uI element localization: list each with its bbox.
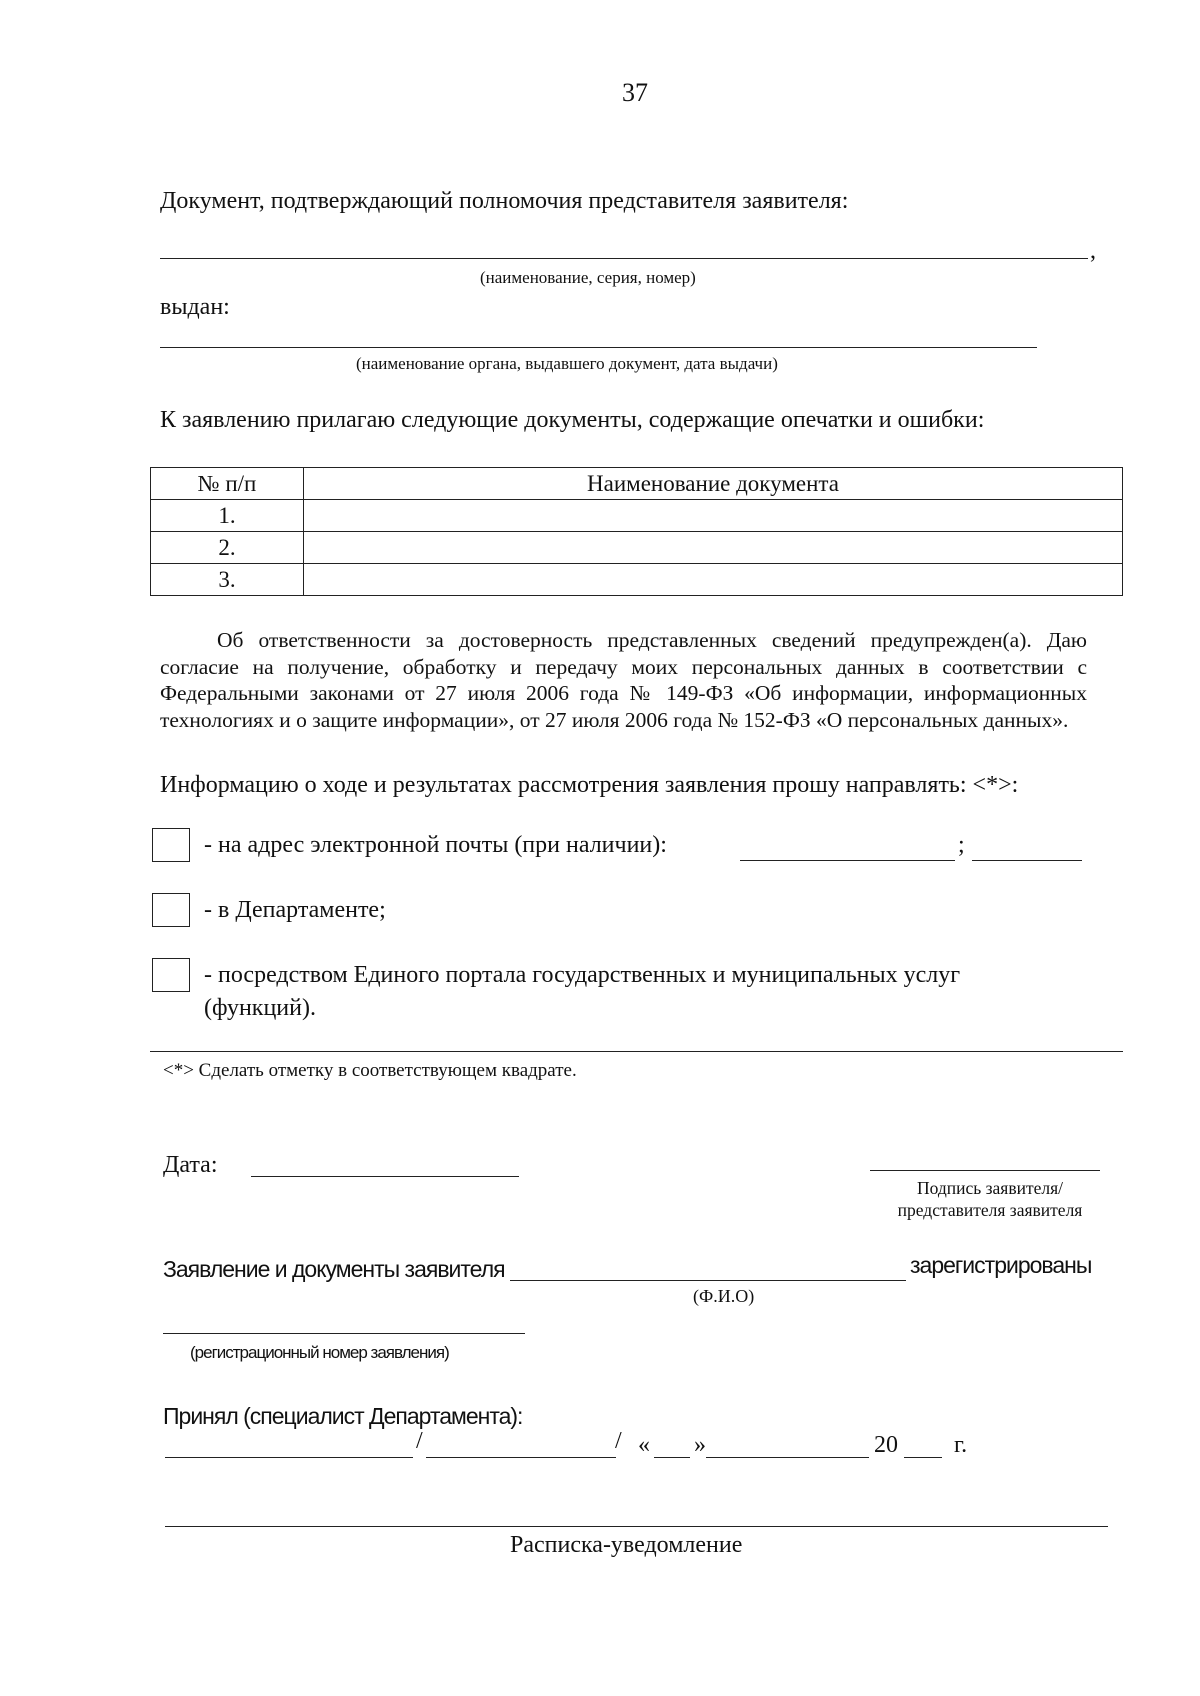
accepted-label: Принял (специалист Департамента): (163, 1403, 523, 1429)
table-header-row (151, 468, 1123, 500)
consent-paragraph: Об ответственности за достоверность представленных сведений предупрежден(а). Даю согласие на получение, обработку и передачу моих персональных данных в соответствии с Федеральными законами от 27 июля 2006 года № 149-ФЗ «Об информации, информационных технологиях и о защите информации», от 27 июля 2006 года № 152-ФЗ «О персональных данных». (160, 628, 1087, 732)
signature-line[interactable] (870, 1170, 1100, 1171)
date-input-line[interactable] (251, 1176, 519, 1177)
portal-checkbox[interactable] (152, 958, 190, 992)
table-row (151, 532, 1123, 564)
delivery-instruction: Информацию о ходе и результатах рассмотрения заявления прошу направлять: <*>: (160, 772, 1019, 798)
trailing-comma: , (1090, 238, 1096, 264)
table-row (151, 564, 1123, 596)
month-line[interactable] (706, 1457, 869, 1458)
issued-label: выдан: (160, 294, 230, 320)
specialist-line-2[interactable] (426, 1457, 616, 1458)
column-header-number: № п/п (151, 468, 304, 500)
department-checkbox[interactable] (152, 893, 190, 927)
issuer-line[interactable] (160, 347, 1037, 348)
day-line[interactable] (654, 1457, 690, 1458)
document-name-cell[interactable] (304, 500, 1123, 532)
caption-issuer: (наименование органа, выдавшего документ, дата выдачи) (356, 354, 778, 373)
option-portal-label: - посредством Единого портала государственных и муниципальных услуг (204, 962, 961, 988)
year-prefix: 20 (874, 1432, 898, 1458)
table-row (151, 500, 1123, 532)
quote-open: « (638, 1432, 650, 1458)
option-email-suffix: ; (958, 832, 965, 858)
specialist-line-1[interactable] (165, 1457, 413, 1458)
option-department-label: - в Департаменте; (204, 897, 386, 923)
signature-caption-line2: представителя заявителя (897, 1200, 1083, 1220)
slash-2: / (615, 1428, 622, 1454)
slash-1: / (416, 1428, 423, 1454)
signature-caption-line1: Подпись заявителя/ (916, 1178, 1064, 1198)
email-input-line-extra[interactable] (972, 860, 1082, 861)
applicant-fio-line[interactable] (510, 1280, 906, 1281)
column-header-document-name: Наименование документа (304, 468, 1123, 500)
year-line[interactable] (904, 1457, 942, 1458)
footnote-separator (150, 1051, 1123, 1052)
date-label: Дата: (163, 1152, 218, 1178)
row-number: 1. (151, 500, 304, 532)
quote-close: » (694, 1432, 706, 1458)
caption-fio: (Ф.И.О) (693, 1286, 755, 1306)
caption-reg-number: (регистрационный номер заявления) (190, 1343, 449, 1362)
rep-document-name-line[interactable] (160, 258, 1088, 259)
attachments-table (150, 467, 1123, 596)
email-input-line[interactable] (740, 860, 955, 861)
receipt-separator (165, 1526, 1108, 1527)
row-number: 3. (151, 564, 304, 596)
rep-document-heading: Документ, подтверждающий полномочия представителя заявителя: (160, 188, 849, 214)
registration-suffix: зарегистрированы (910, 1252, 1092, 1278)
document-name-cell[interactable] (304, 532, 1123, 564)
row-number: 2. (151, 532, 304, 564)
year-suffix: г. (954, 1432, 968, 1458)
attachments-heading: К заявлению прилагаю следующие документы, содержащие опечатки и ошибки: (160, 407, 985, 433)
reg-number-line[interactable] (163, 1333, 525, 1334)
email-checkbox[interactable] (152, 828, 190, 862)
page-number: 37 (622, 78, 648, 107)
option-email-label: - на адрес электронной почты (при наличии): (204, 832, 667, 858)
option-portal-label-cont: (функций). (204, 995, 316, 1021)
receipt-title: Расписка-уведомление (510, 1532, 743, 1558)
footnote: <*> Сделать отметку в соответствующем квадрате. (163, 1060, 577, 1081)
caption-name-series-number: (наименование, серия, номер) (480, 268, 696, 287)
registration-label: Заявление и документы заявителя (163, 1256, 505, 1282)
document-name-cell[interactable] (304, 564, 1123, 596)
